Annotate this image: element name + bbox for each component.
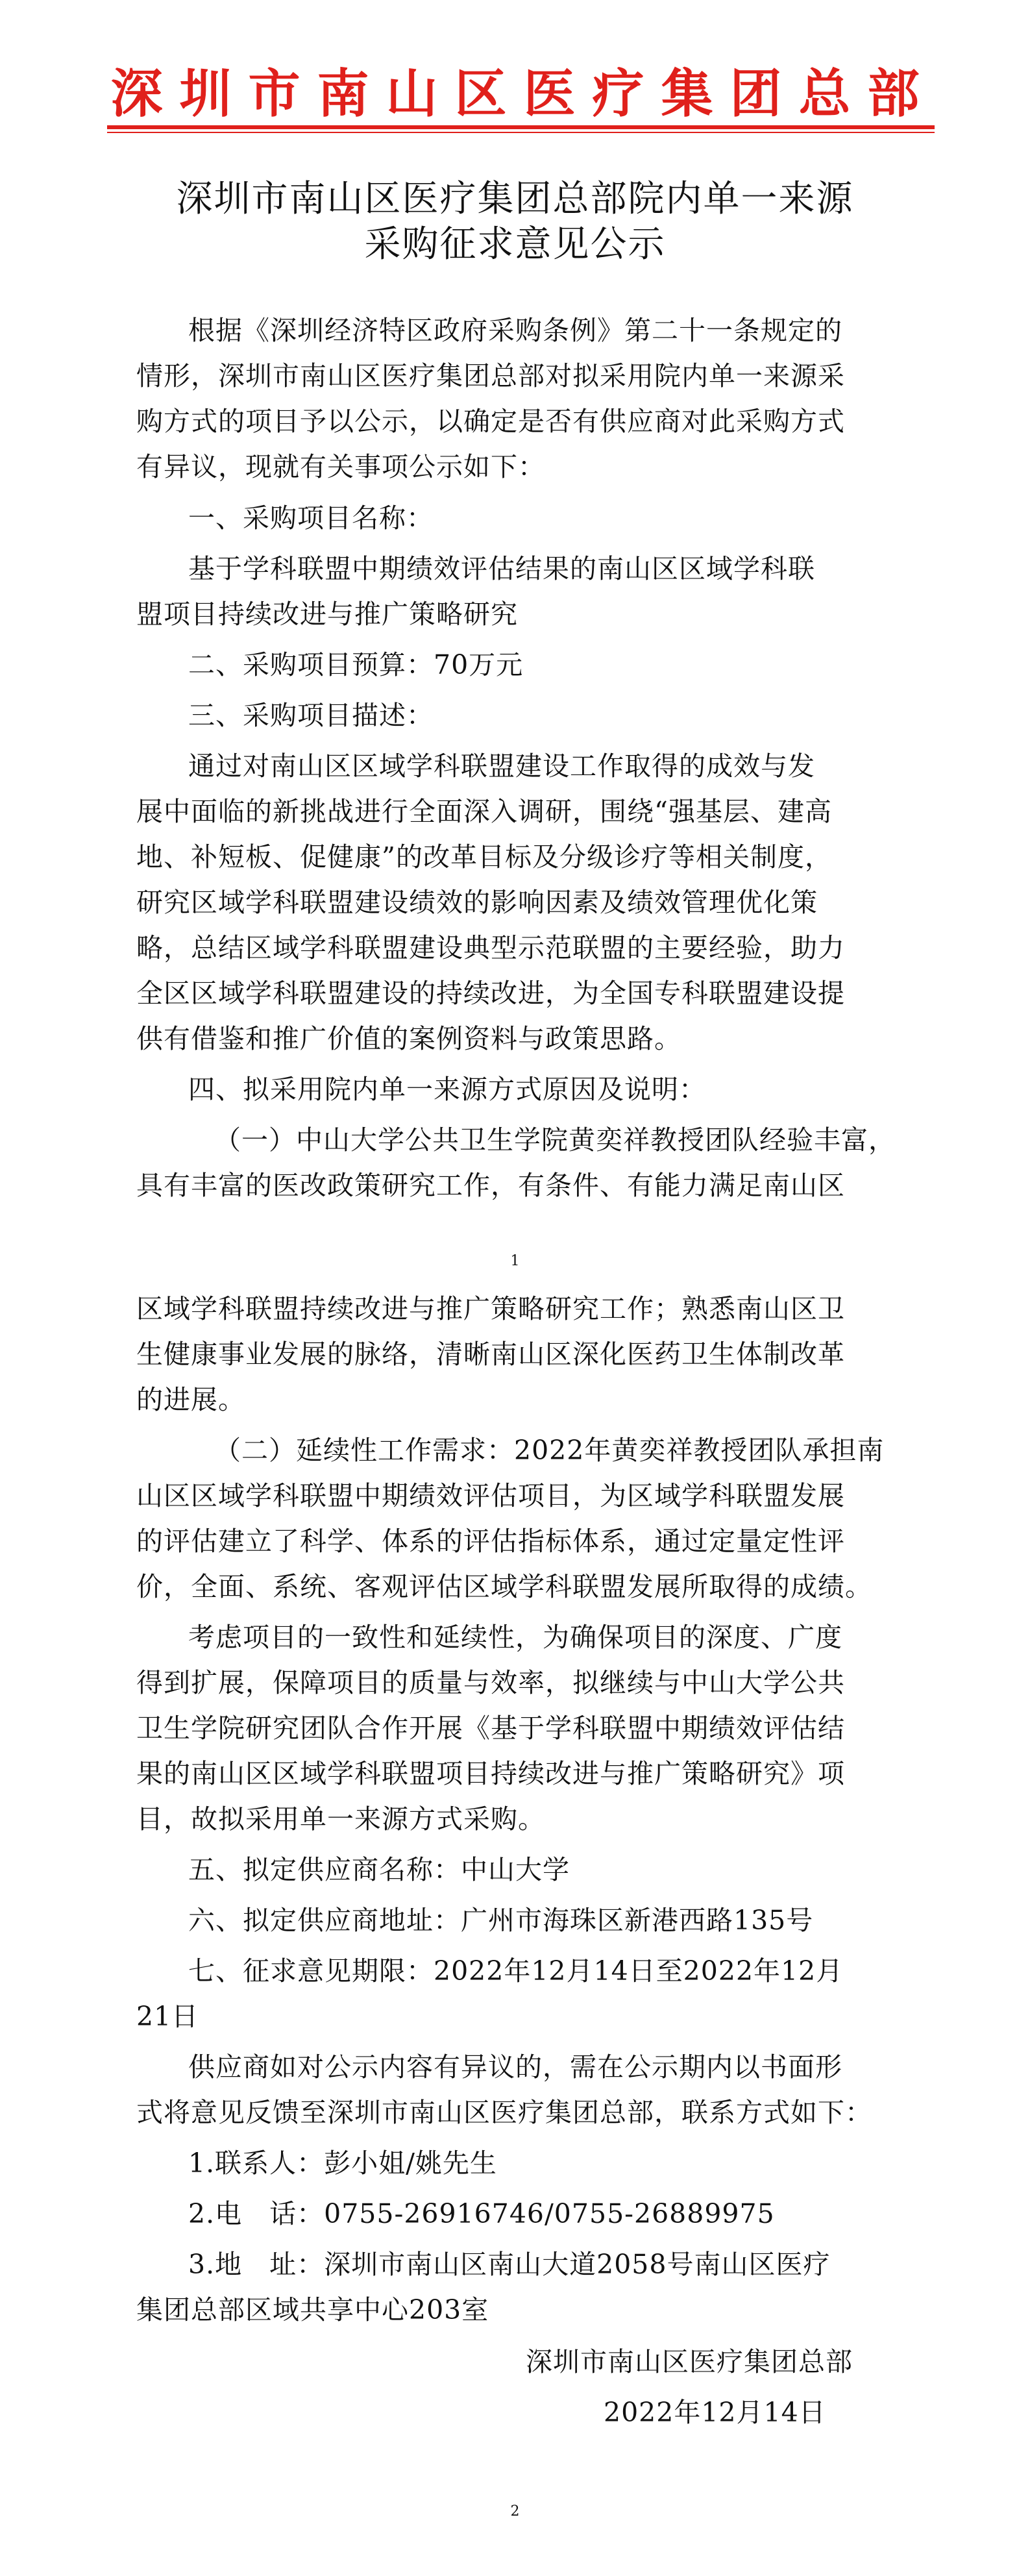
body-line: 卫生学院研究团队合作开展《基于学科联盟中期绩效评估结 (136, 1713, 845, 1744)
body-line: 供有借鉴和推广价值的案例资料与政策思路。 (136, 1023, 681, 1054)
contact-address-cont: 集团总部区域共享中心203室 (136, 2294, 489, 2325)
body-line: 全区区域学科联盟建设的持续改进，为全国专科联盟建设提 (136, 978, 845, 1009)
letterhead-org: 深圳市南山区医疗集团总部 (110, 63, 937, 124)
body-line: 具有丰富的医改政策研究工作，有条件、有能力满足南山区 (136, 1170, 845, 1201)
body-line: 供应商如对公示内容有异议的，需在公示期内以书面形 (188, 2051, 842, 2083)
body-line: 情形，深圳市南山区医疗集团总部对拟采用院内单一来源采 (136, 360, 845, 391)
body-line: 的进展。 (136, 1384, 245, 1415)
letterhead-rule-thin (107, 132, 935, 133)
body-line: 有异议，现就有关事项公示如下： (136, 451, 545, 482)
page-number: 1 (510, 1253, 520, 1269)
body-line: 区域学科联盟持续改进与推广策略研究工作；熟悉南山区卫 (136, 1293, 845, 1324)
contact-person: 1.联系人：彭小姐/姚先生 (188, 2148, 497, 2179)
section-heading: 七、征求意见期限：2022年12月14日至2022年12月 (188, 1955, 844, 1987)
section-heading: 二、采购项目预算：70万元 (188, 649, 524, 680)
body-line: 的评估建立了科学、体系的评估指标体系，通过定量定性评 (136, 1526, 845, 1557)
body-line: 式将意见反馈至深圳市南山区医疗集团总部，联系方式如下： (136, 2097, 872, 2128)
body-line: 山区区域学科联盟中期绩效评估项目，为区域学科联盟发展 (136, 1480, 845, 1511)
contact-phone: 2.电 话：0755-26916746/0755-26889975 (188, 2198, 775, 2229)
body-line: 地、补短板、促健康”的改革目标及分级诊疗等相关制度， (136, 841, 832, 873)
body-line: 购方式的项目予以公示，以确定是否有供应商对此采购方式 (136, 406, 845, 437)
body-line: 生健康事业发展的脉络，清晰南山区深化医药卫生体制改革 (136, 1339, 845, 1370)
body-line: 展中面临的新挑战进行全面深入调研，围绕“强基层、建高 (136, 796, 832, 827)
body-line: 得到扩展，保障项目的质量与效率，拟继续与中山大学公共 (136, 1667, 845, 1698)
letterhead-rule-thick (107, 125, 935, 129)
section-heading: 六、拟定供应商地址：广州市海珠区新港西路135号 (188, 1905, 814, 1936)
body-line: 根据《深圳经济特区政府采购条例》第二十一条规定的 (188, 315, 842, 346)
signature-date: 2022年12月14日 (604, 2397, 826, 2428)
body-line: 基于学科联盟中期绩效评估结果的南山区区域学科联 (188, 553, 815, 584)
body-line: 目，故拟采用单一来源方式采购。 (136, 1803, 545, 1835)
section-heading: 一、采购项目名称： (188, 502, 434, 534)
body-line: 果的南山区区域学科联盟项目持续改进与推广策略研究》项 (136, 1758, 845, 1789)
section-heading: 三、采购项目描述： (188, 700, 434, 731)
body-line: 盟项目持续改进与推广策略研究 (136, 599, 518, 630)
body-line: （二）延续性工作需求：2022年黄奕祥教授团队承担南 (214, 1435, 885, 1466)
section-heading: 五、拟定供应商名称：中山大学 (188, 1854, 570, 1885)
document-title-line1: 深圳市南山区医疗集团总部院内单一来源 (176, 178, 854, 220)
body-line: 略，总结区域学科联盟建设典型示范联盟的主要经验，助力 (136, 932, 845, 963)
body-line: 价，全面、系统、客观评估区域学科联盟发展所取得的成绩。 (136, 1571, 872, 1602)
section-heading: 四、拟采用院内单一来源方式原因及说明： (188, 1074, 706, 1105)
document-title-line2: 采购征求意见公示 (364, 223, 666, 266)
body-line: 21日 (136, 2001, 199, 2032)
signature-org: 深圳市南山区医疗集团总部 (526, 2346, 853, 2377)
body-line: 研究区域学科联盟建设绩效的影响因素及绩效管理优化策 (136, 887, 818, 918)
page-number: 2 (510, 2503, 520, 2520)
body-line: 通过对南山区区域学科联盟建设工作取得的成效与发 (188, 750, 815, 782)
body-line: 考虑项目的一致性和延续性，为确保项目的深度、广度 (188, 1622, 842, 1653)
contact-address: 3.地 址：深圳市南山区南山大道2058号南山区医疗 (188, 2249, 831, 2280)
body-line: （一）中山大学公共卫生学院黄奕祥教授团队经验丰富， (214, 1124, 896, 1156)
